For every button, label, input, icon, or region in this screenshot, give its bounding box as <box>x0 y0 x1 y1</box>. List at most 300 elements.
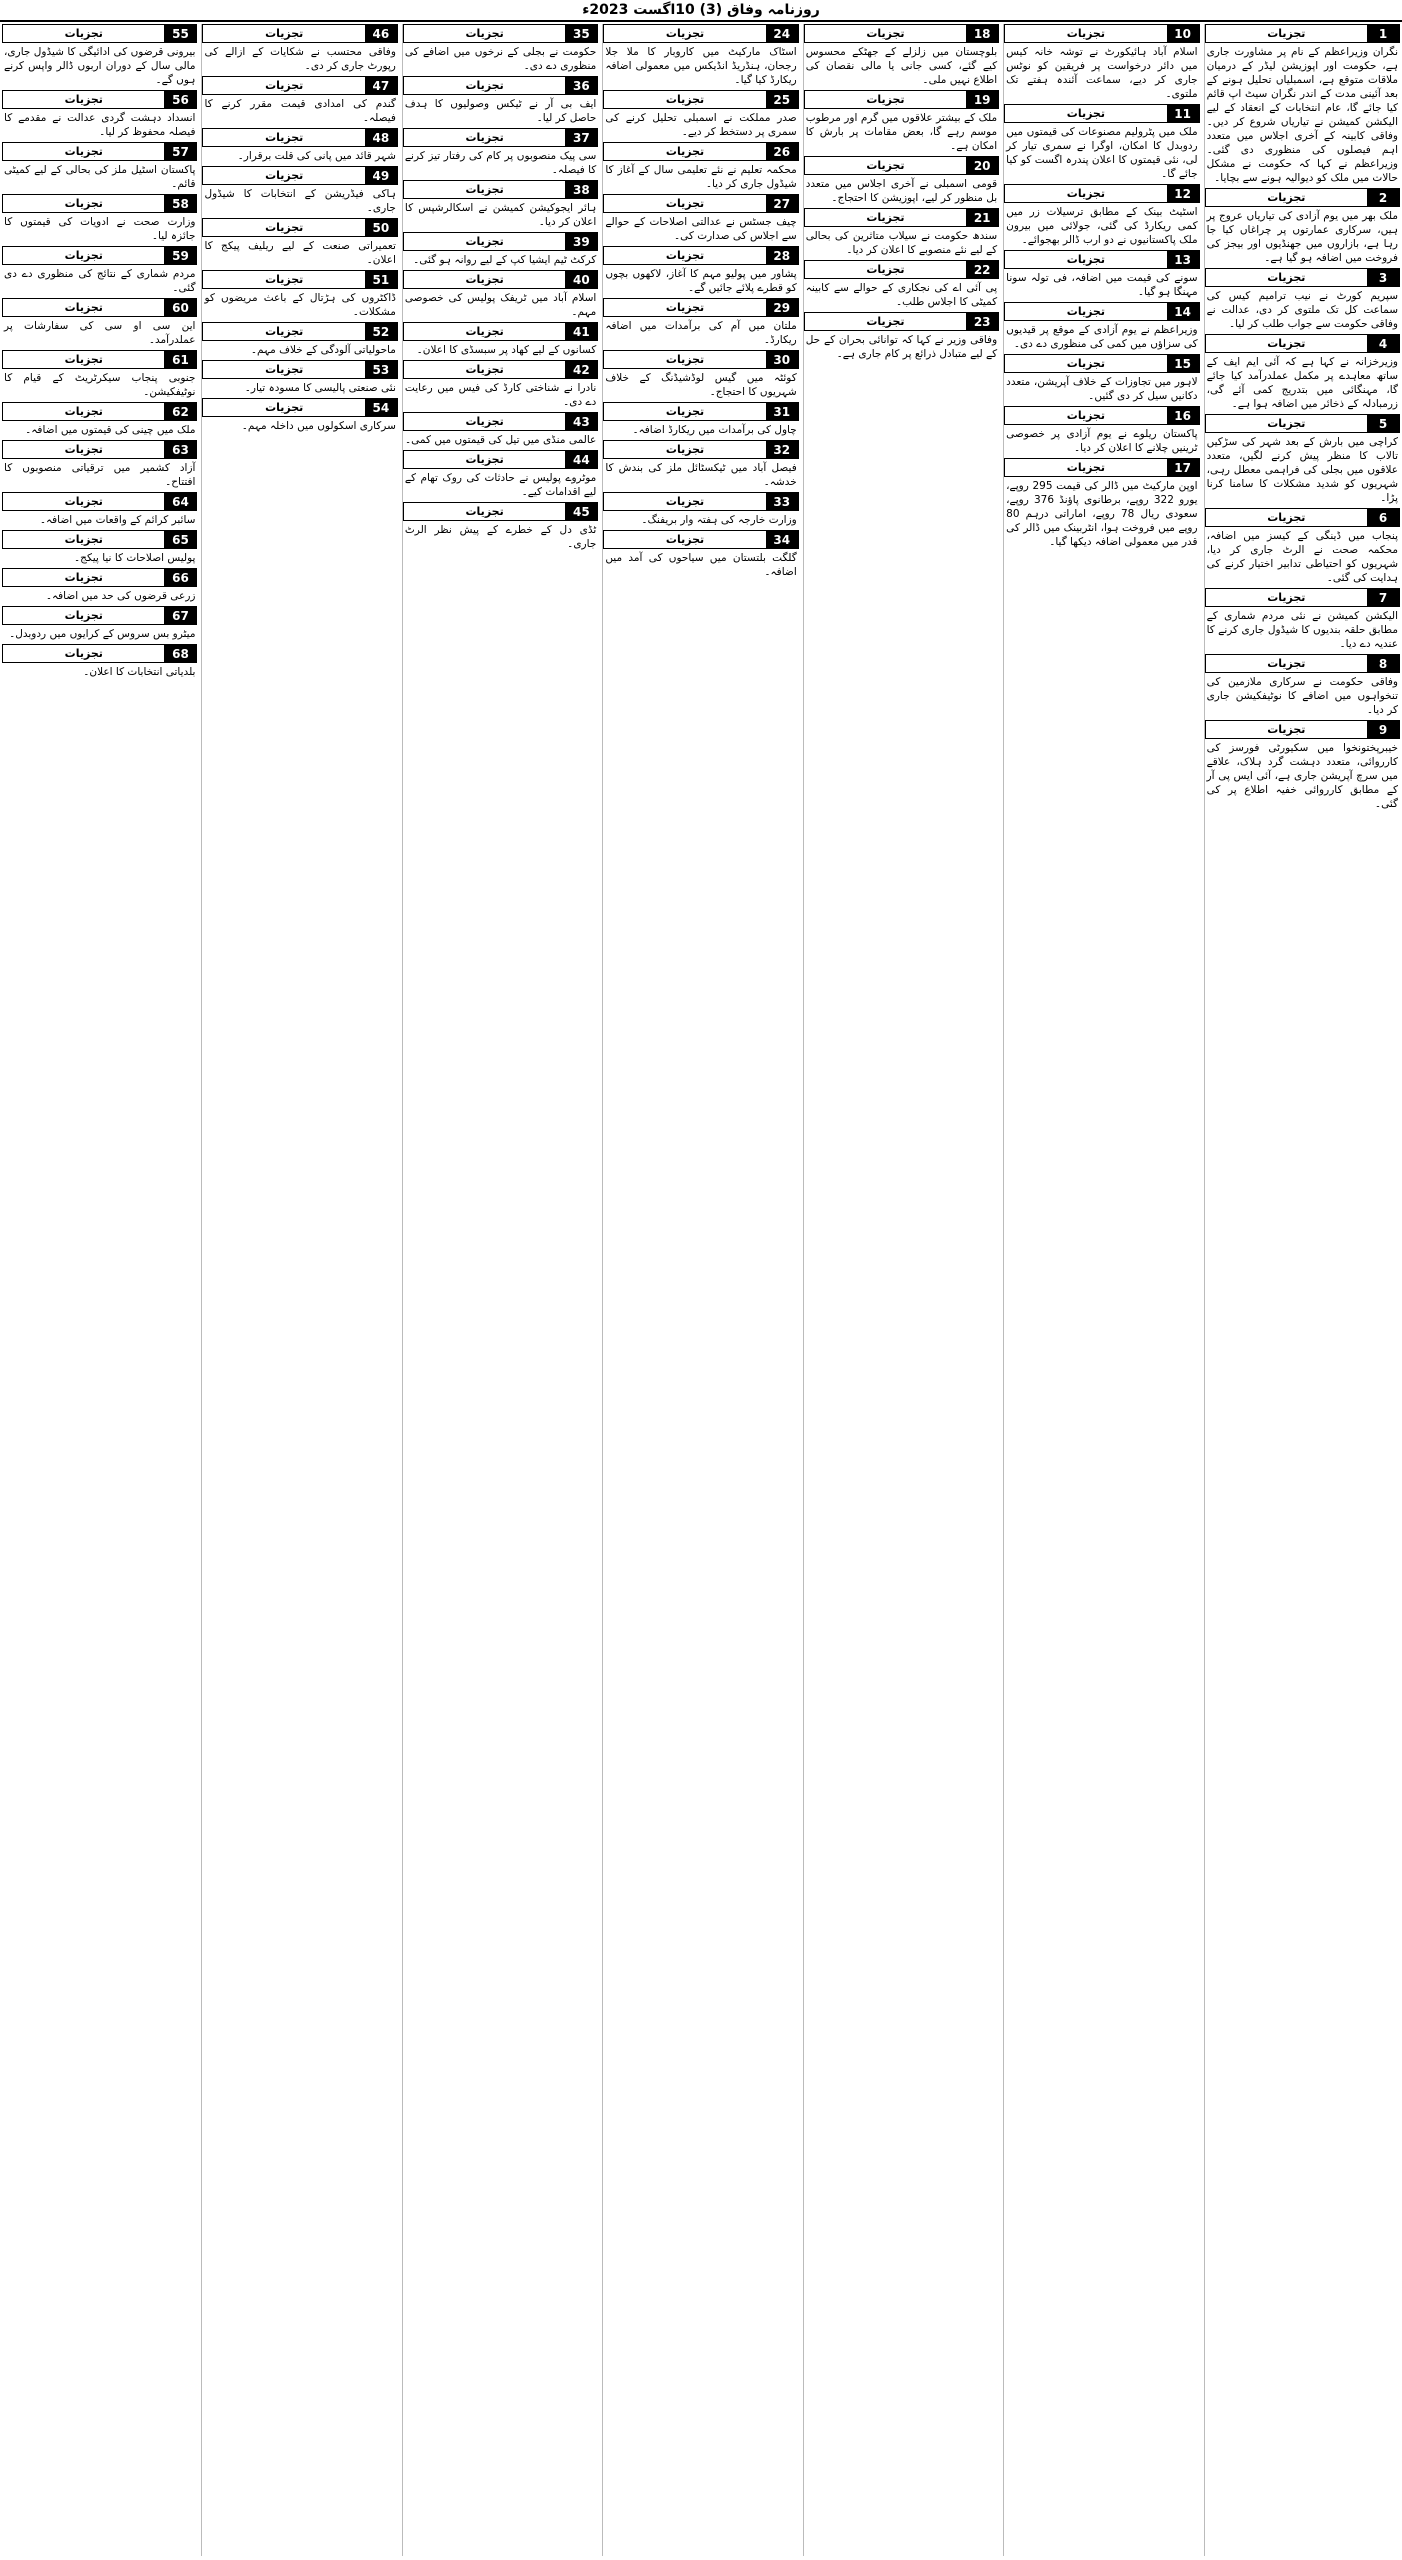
item-number: 50 <box>365 219 397 236</box>
news-item <box>603 24 798 87</box>
item-text: وزارت صحت نے ادویات کی قیمتوں کا جائزہ لیا۔ <box>4 216 196 242</box>
item-number: 16 <box>1167 407 1199 424</box>
news-item <box>804 260 999 309</box>
section-label: تجزیات <box>3 569 164 586</box>
item-header <box>2 298 197 317</box>
item-text: سی پیک منصوبوں پر کام کی رفتار تیز کرنے کا فیصلہ۔ <box>404 150 597 176</box>
item-text: آزاد کشمیر میں ترقیاتی منصوبوں کا افتتاح۔ <box>4 462 196 488</box>
section-label: تجزیات <box>203 271 364 288</box>
section-label: تجزیات <box>1206 509 1367 526</box>
news-column <box>2 24 197 2556</box>
item-header <box>2 194 197 213</box>
section-label: تجزیات <box>3 493 164 510</box>
news-item <box>1205 334 1400 411</box>
item-text: تعمیراتی صنعت کے لیے ریلیف پیکج کا اعلان۔ <box>204 240 396 266</box>
item-text: اسلام آباد ہائیکورٹ نے توشہ خانہ کیس میں دائر درخواست پر فریقین کو نوٹس جاری کر دیے، سماعت آئندہ ہفتے تک ملتوی۔ <box>1006 46 1198 100</box>
item-number: 63 <box>164 441 196 458</box>
item-text: فیصل آباد میں ٹیکسٹائل ملز کی بندش کا خدشہ۔ <box>605 462 797 488</box>
item-header <box>603 246 798 265</box>
section-label: تجزیات <box>3 531 164 548</box>
item-header <box>202 166 397 185</box>
item-number: 48 <box>365 129 397 146</box>
news-item <box>2 644 197 679</box>
section-label: تجزیات <box>805 157 966 174</box>
section-label: تجزیات <box>3 247 164 264</box>
item-header <box>2 402 197 421</box>
item-text: نادرا نے شناختی کارڈ کی فیس میں رعایت دے دی۔ <box>404 382 597 408</box>
item-number: 20 <box>966 157 998 174</box>
news-item <box>603 246 798 295</box>
news-item <box>2 606 197 641</box>
item-header <box>603 142 798 161</box>
item-text: اوپن مارکیٹ میں ڈالر کی قیمت 295 روپے، یورو 322 روپے، برطانوی پاؤنڈ 376 روپے، سعودی ریال 78 روپے، اماراتی درہم 80 روپے میں فروخت ہوا، انٹربینک میں ڈالر کی قدر میں معمولی اضافہ دیکھا گیا۔ <box>1006 480 1198 548</box>
news-item <box>603 530 798 579</box>
item-number: 33 <box>766 493 798 510</box>
news-item <box>1004 24 1199 101</box>
item-header <box>804 260 999 279</box>
item-text: کسانوں کے لیے کھاد پر سبسڈی کا اعلان۔ <box>416 344 597 356</box>
section-label: تجزیات <box>1206 25 1367 42</box>
item-text: ایف بی آر نے ٹیکس وصولیوں کا ہدف حاصل کر لیا۔ <box>404 98 597 124</box>
item-header <box>1205 414 1400 433</box>
item-header <box>1205 24 1400 43</box>
item-number: 21 <box>966 209 998 226</box>
item-header <box>403 76 598 95</box>
section-label: تجزیات <box>404 77 565 94</box>
masthead-title: روزنامہ وفاق (3) 10اگست 2023ء <box>582 2 820 18</box>
item-number: 52 <box>365 323 397 340</box>
item-number: 45 <box>565 503 597 520</box>
news-item <box>2 142 197 191</box>
section-label: تجزیات <box>3 351 164 368</box>
item-header <box>1205 720 1400 739</box>
news-item <box>1004 354 1199 403</box>
news-item <box>202 270 397 319</box>
news-item <box>403 360 598 409</box>
news-item <box>2 492 197 527</box>
item-number: 64 <box>164 493 196 510</box>
news-item <box>202 166 397 215</box>
news-item <box>603 298 798 347</box>
item-number: 60 <box>164 299 196 316</box>
item-number: 10 <box>1167 25 1199 42</box>
section-label: تجزیات <box>404 323 565 340</box>
item-number: 29 <box>766 299 798 316</box>
item-number: 17 <box>1167 459 1199 476</box>
item-number: 7 <box>1367 589 1399 606</box>
item-text: گلگت بلتستان میں سیاحوں کی آمد میں اضافہ۔ <box>605 552 797 578</box>
item-number: 61 <box>164 351 196 368</box>
section-label: تجزیات <box>3 195 164 212</box>
section-label: تجزیات <box>203 167 364 184</box>
item-number: 22 <box>966 261 998 278</box>
item-number: 53 <box>365 361 397 378</box>
item-header <box>1004 302 1199 321</box>
item-number: 1 <box>1367 25 1399 42</box>
item-number: 42 <box>565 361 597 378</box>
item-number: 51 <box>365 271 397 288</box>
news-item <box>403 128 598 177</box>
item-number: 4 <box>1367 335 1399 352</box>
item-text: این سی او سی کی سفارشات پر عملدرآمد۔ <box>4 320 196 346</box>
section-label: تجزیات <box>1005 105 1166 122</box>
item-text: مردم شماری کے نتائج کی منظوری دے دی گئی۔ <box>4 268 196 294</box>
section-label: تجزیات <box>604 25 765 42</box>
section-label: تجزیات <box>604 493 765 510</box>
news-item <box>403 232 598 267</box>
news-item <box>202 128 397 163</box>
section-label: تجزیات <box>203 361 364 378</box>
item-text: ملتان میں آم کی برآمدات میں اضافہ ریکارڈ۔ <box>605 320 797 346</box>
item-header <box>603 530 798 549</box>
item-text: لاہور میں تجاوزات کے خلاف آپریشن، متعدد دکانیں سیل کر دی گئیں۔ <box>1006 376 1198 402</box>
news-item <box>2 440 197 489</box>
item-header <box>603 90 798 109</box>
section-label: تجزیات <box>404 271 565 288</box>
section-label: تجزیات <box>1005 303 1166 320</box>
item-number: 38 <box>565 181 597 198</box>
item-header <box>202 322 397 341</box>
news-item <box>2 194 197 243</box>
item-header <box>2 606 197 625</box>
news-item <box>603 90 798 139</box>
masthead <box>0 0 1402 22</box>
item-text: سائبر کرائم کے واقعات میں اضافہ۔ <box>39 514 196 526</box>
item-text: اسلام آباد میں ٹریفک پولیس کی خصوصی مہم۔ <box>404 292 597 318</box>
item-text: ملک میں پٹرولیم مصنوعات کی قیمتوں میں ردوبدل کا امکان، اوگرا نے سمری تیار کر لی، نئی قیمتوں کا اعلان پندرہ اگست کو کیا جائے گا۔ <box>1006 126 1198 180</box>
item-text: صدر مملکت نے اسمبلی تحلیل کرنے کی سمری پر دستخط کر دیے۔ <box>605 112 797 138</box>
news-item <box>403 270 598 319</box>
item-text: عالمی منڈی میں تیل کی قیمتوں میں کمی۔ <box>405 434 597 446</box>
news-item <box>2 402 197 437</box>
news-item <box>2 90 197 139</box>
section-label: تجزیات <box>404 129 565 146</box>
item-header <box>403 180 598 199</box>
item-text: پاکستان اسٹیل ملز کی بحالی کے لیے کمیٹی قائم۔ <box>4 164 196 190</box>
item-header <box>2 492 197 511</box>
item-text: سرکاری اسکولوں میں داخلہ مہم۔ <box>241 420 396 432</box>
section-label: تجزیات <box>604 91 765 108</box>
item-number: 35 <box>565 25 597 42</box>
item-header <box>1004 184 1199 203</box>
section-label: تجزیات <box>404 25 565 42</box>
item-number: 62 <box>164 403 196 420</box>
section-label: تجزیات <box>805 91 966 108</box>
news-item <box>603 492 798 527</box>
item-number: 26 <box>766 143 798 160</box>
news-item <box>1004 302 1199 351</box>
item-header <box>1205 654 1400 673</box>
news-item <box>403 450 598 499</box>
news-item <box>2 246 197 295</box>
news-columns <box>2 24 1400 2556</box>
item-text: کوئٹہ میں گیس لوڈشیڈنگ کے خلاف شہریوں کا احتجاج۔ <box>605 372 797 398</box>
item-number: 12 <box>1167 185 1199 202</box>
section-label: تجزیات <box>3 403 164 420</box>
item-header <box>202 76 397 95</box>
section-label: تجزیات <box>1206 335 1367 352</box>
item-text: کرکٹ ٹیم ایشیا کپ کے لیے روانہ ہو گئی۔ <box>413 254 597 266</box>
news-item <box>2 24 197 87</box>
item-number: 57 <box>164 143 196 160</box>
item-header <box>2 440 197 459</box>
news-item <box>1004 458 1199 549</box>
item-number: 13 <box>1167 251 1199 268</box>
item-text: بیرونی قرضوں کی ادائیگی کا شیڈول جاری، مالی سال کے دوران اربوں ڈالر واپس کرنے ہوں گے۔ <box>4 46 196 86</box>
item-text: ملک کے بیشتر علاقوں میں گرم اور مرطوب موسم رہے گا، بعض مقامات پر بارش کا امکان ہے۔ <box>805 112 998 152</box>
item-text: نئی صنعتی پالیسی کا مسودہ تیار۔ <box>244 382 396 394</box>
section-label: تجزیات <box>1206 589 1367 606</box>
item-header <box>202 24 397 43</box>
section-label: تجزیات <box>404 233 565 250</box>
news-item <box>804 24 999 87</box>
section-label: تجزیات <box>604 195 765 212</box>
item-text: وفاقی وزیر نے کہا کہ توانائی بحران کے حل کے لیے متبادل ذرائع پر کام جاری ہے۔ <box>805 334 998 360</box>
item-number: 30 <box>766 351 798 368</box>
item-text: اسٹیٹ بینک کے مطابق ترسیلات زر میں کمی ریکارڈ کی گئی، جولائی میں بیرون ملک پاکستانیوں نے دو ارب ڈالر بھجوائے۔ <box>1006 206 1198 246</box>
item-header <box>403 270 598 289</box>
section-label: تجزیات <box>3 25 164 42</box>
news-item <box>603 194 798 243</box>
item-text: الیکشن کمیشن نے نئی مردم شماری کے مطابق حلقہ بندیوں کا شیڈول جاری کرنے کا عندیہ دے دیا۔ <box>1206 610 1398 650</box>
item-header <box>1004 406 1199 425</box>
section-label: تجزیات <box>404 451 565 468</box>
news-item <box>1205 720 1400 811</box>
section-label: تجزیات <box>203 219 364 236</box>
item-header <box>2 246 197 265</box>
section-label: تجزیات <box>203 25 364 42</box>
news-item <box>202 398 397 433</box>
section-label: تجزیات <box>1206 415 1367 432</box>
item-number: 49 <box>365 167 397 184</box>
section-label: تجزیات <box>404 503 565 520</box>
section-label: تجزیات <box>1005 459 1166 476</box>
news-column <box>402 24 598 2556</box>
item-header <box>1205 588 1400 607</box>
section-label: تجزیات <box>1206 655 1367 672</box>
item-header <box>603 350 798 369</box>
item-number: 40 <box>565 271 597 288</box>
item-header <box>202 270 397 289</box>
item-text: پی آئی اے کی نجکاری کے حوالے سے کابینہ کمیٹی کا اجلاس طلب۔ <box>805 282 998 308</box>
item-number: 58 <box>164 195 196 212</box>
news-item <box>202 218 397 267</box>
news-item <box>403 322 598 357</box>
news-item <box>2 568 197 603</box>
item-header <box>202 398 397 417</box>
item-number: 47 <box>365 77 397 94</box>
item-text: محکمہ تعلیم نے نئے تعلیمی سال کے آغاز کا شیڈول جاری کر دیا۔ <box>605 164 797 190</box>
item-number: 5 <box>1367 415 1399 432</box>
item-header <box>2 90 197 109</box>
item-header <box>603 492 798 511</box>
item-text: موٹروے پولیس نے حادثات کی روک تھام کے لیے اقدامات کیے۔ <box>404 472 597 498</box>
news-column <box>803 24 999 2556</box>
item-number: 66 <box>164 569 196 586</box>
item-text: وزیرخزانہ نے کہا ہے کہ آئی ایم ایف کے ساتھ معاہدے پر مکمل عملدرآمد کیا جائے گا، مہنگائی میں بتدریج کمی آئے گی، زرمبادلہ کے ذخائر میں اضافہ ہوا ہے۔ <box>1206 356 1398 410</box>
section-label: تجزیات <box>604 531 765 548</box>
item-text: وفاقی حکومت نے سرکاری ملازمین کی تنخواہوں میں اضافے کا نوٹیفکیشن جاری کر دیا۔ <box>1206 676 1398 716</box>
item-header <box>804 24 999 43</box>
item-number: 34 <box>766 531 798 548</box>
item-text: ماحولیاتی آلودگی کے خلاف مہم۔ <box>250 344 396 356</box>
item-text: بلوچستان میں زلزلے کے جھٹکے محسوس کیے گئے، کسی جانی یا مالی نقصان کی اطلاع نہیں ملی۔ <box>805 46 998 86</box>
item-number: 24 <box>766 25 798 42</box>
item-header <box>804 312 999 331</box>
item-text: کراچی میں بارش کے بعد شہر کی سڑکیں تالاب کا منظر پیش کرنے لگیں، متعدد علاقوں میں بجلی کی فراہمی معطل رہی، شہریوں کو شدید مشکلات کا سامنا کرنا پڑا۔ <box>1206 436 1398 504</box>
section-label: تجزیات <box>805 209 966 226</box>
news-item <box>603 142 798 191</box>
section-label: تجزیات <box>203 77 364 94</box>
item-header <box>1004 250 1199 269</box>
item-number: 65 <box>164 531 196 548</box>
item-header <box>2 142 197 161</box>
item-number: 68 <box>164 645 196 662</box>
item-header <box>403 24 598 43</box>
item-header <box>603 298 798 317</box>
item-text: سندھ حکومت نے سیلاب متاثرین کی بحالی کے لیے نئے منصوبے کا اعلان کر دیا۔ <box>805 230 998 256</box>
news-item <box>603 440 798 489</box>
item-number: 2 <box>1367 189 1399 206</box>
news-item <box>403 76 598 125</box>
news-item <box>1004 104 1199 181</box>
section-label: تجزیات <box>203 323 364 340</box>
news-item <box>2 530 197 565</box>
item-number: 39 <box>565 233 597 250</box>
item-text: پولیس اصلاحات کا نیا پیکج۔ <box>74 552 196 564</box>
item-number: 8 <box>1367 655 1399 672</box>
item-text: پنجاب میں ڈینگی کے کیسز میں اضافہ، محکمہ صحت نے الرٹ جاری کر دیا، شہریوں کو احتیاطی تدابیر اختیار کرنے کی ہدایت کی گئی۔ <box>1206 530 1398 584</box>
item-number: 23 <box>966 313 998 330</box>
item-header <box>403 322 598 341</box>
item-header <box>1004 354 1199 373</box>
item-text: پشاور میں پولیو مہم کا آغاز، لاکھوں بچوں کو قطرے پلائے جائیں گے۔ <box>605 268 797 294</box>
section-label: تجزیات <box>3 299 164 316</box>
item-number: 56 <box>164 91 196 108</box>
item-header <box>603 24 798 43</box>
section-label: تجزیات <box>604 403 765 420</box>
item-text: ہاکی فیڈریشن کے انتخابات کا شیڈول جاری۔ <box>204 188 396 214</box>
item-text: ملک میں چینی کی قیمتوں میں اضافہ۔ <box>25 424 196 436</box>
item-number: 6 <box>1367 509 1399 526</box>
item-number: 9 <box>1367 721 1399 738</box>
item-header <box>1004 104 1199 123</box>
item-text: وزیراعظم نے یوم آزادی کے موقع پر قیدیوں کی سزاؤں میں کمی کی منظوری دے دی۔ <box>1006 324 1198 350</box>
item-number: 14 <box>1167 303 1199 320</box>
item-header <box>2 530 197 549</box>
item-number: 41 <box>565 323 597 340</box>
item-header <box>1205 268 1400 287</box>
section-label: تجزیات <box>1005 25 1166 42</box>
section-label: تجزیات <box>1005 407 1166 424</box>
news-item <box>403 180 598 229</box>
section-label: تجزیات <box>3 143 164 160</box>
section-label: تجزیات <box>805 25 966 42</box>
news-item <box>403 24 598 73</box>
item-text: ملک بھر میں یوم آزادی کی تیاریاں عروج پر ہیں، سرکاری عمارتوں پر چراغاں کیا جا رہا ہے، بازاروں میں جھنڈیوں اور بیجز کی فروخت میں اضافہ ہو گیا ہے۔ <box>1206 210 1398 264</box>
item-header <box>1205 334 1400 353</box>
item-text: سونے کی قیمت میں اضافہ، فی تولہ سونا مہنگا ہو گیا۔ <box>1006 272 1198 298</box>
item-number: 18 <box>966 25 998 42</box>
item-number: 3 <box>1367 269 1399 286</box>
news-item <box>1004 406 1199 455</box>
section-label: تجزیات <box>3 607 164 624</box>
item-text: شہر قائد میں پانی کی قلت برقرار۔ <box>237 150 396 162</box>
section-label: تجزیات <box>805 261 966 278</box>
section-label: تجزیات <box>604 143 765 160</box>
item-text: انسداد دہشت گردی عدالت نے مقدمے کا فیصلہ محفوظ کر لیا۔ <box>4 112 196 138</box>
item-text: پاکستان ریلوے نے یوم آزادی پر خصوصی ٹرینیں چلانے کا اعلان کر دیا۔ <box>1006 428 1198 454</box>
news-item <box>1205 414 1400 505</box>
item-header <box>403 360 598 379</box>
news-column <box>1003 24 1199 2556</box>
item-header <box>202 128 397 147</box>
item-header <box>2 568 197 587</box>
item-header <box>804 208 999 227</box>
section-label: تجزیات <box>404 361 565 378</box>
news-item <box>804 208 999 257</box>
item-text: وفاقی محتسب نے شکایات کے ازالے کی رپورٹ جاری کر دی۔ <box>204 46 396 72</box>
item-number: 55 <box>164 25 196 42</box>
item-text: چیف جسٹس نے عدالتی اصلاحات کے حوالے سے اجلاس کی صدارت کی۔ <box>605 216 797 242</box>
item-text: ہائر ایجوکیشن کمیشن نے اسکالرشپس کا اعلان کر دیا۔ <box>404 202 597 228</box>
item-number: 15 <box>1167 355 1199 372</box>
item-header <box>603 402 798 421</box>
news-column <box>602 24 798 2556</box>
section-label: تجزیات <box>1206 269 1367 286</box>
item-text: سپریم کورٹ نے نیب ترامیم کیس کی سماعت کل تک ملتوی کر دی، عدالت نے وفاقی حکومت سے جواب طلب کر لیا۔ <box>1206 290 1398 330</box>
item-text: ٹڈی دل کے خطرے کے پیش نظر الرٹ جاری۔ <box>404 524 597 550</box>
news-item <box>2 298 197 347</box>
section-label: تجزیات <box>3 91 164 108</box>
item-number: 46 <box>365 25 397 42</box>
item-header <box>403 128 598 147</box>
item-text: وزارت خارجہ کی ہفتہ وار بریفنگ۔ <box>641 514 797 526</box>
news-item <box>603 402 798 437</box>
news-item <box>1205 268 1400 331</box>
news-item <box>202 76 397 125</box>
news-item <box>2 350 197 399</box>
item-header <box>1004 24 1199 43</box>
item-number: 31 <box>766 403 798 420</box>
item-text: زرعی قرضوں کی حد میں اضافہ۔ <box>45 590 196 602</box>
news-item <box>804 156 999 205</box>
news-item <box>804 90 999 153</box>
item-header <box>804 156 999 175</box>
item-text: حکومت نے بجلی کے نرخوں میں اضافے کی منظوری دے دی۔ <box>404 46 597 72</box>
item-header <box>1004 458 1199 477</box>
news-item <box>403 502 598 551</box>
item-text: خیبرپختونخوا میں سکیورٹی فورسز کی کارروائی، متعدد دہشت گرد ہلاک، علاقے میں سرچ آپریشن جاری ہے، آئی ایس پی آر کے مطابق کارروائی خفیہ اطلاع پر کی گئی۔ <box>1206 742 1398 810</box>
item-header <box>403 450 598 469</box>
item-text: جنوبی پنجاب سیکرٹریٹ کے قیام کا نوٹیفکیشن۔ <box>4 372 196 398</box>
item-text: بلدیاتی انتخابات کا اعلان۔ <box>83 666 196 678</box>
news-column <box>1204 24 1400 2556</box>
section-label: تجزیات <box>1206 189 1367 206</box>
item-text: نگران وزیراعظم کے نام پر مشاورت جاری ہے، حکومت اور اپوزیشن لیڈر کے درمیان ملاقات متوقع ہے، اسمبلیاں تحلیل ہونے کے بعد آئینی مدت کے اندر نگران سیٹ اپ قائم کیا جائے گا، عام انتخابات کے انعقاد کے لیے الیکشن کمیشن نے تیاریاں شروع کر دیں۔ وفاقی کابینہ کے آخری اجلاس میں متعدد اہم فیصلوں کی منظوری دی گئی۔ وزیراعظم نے کہا کہ حکومت نے مشکل حالات میں ملک کو دیوالیہ ہونے سے بچایا۔ <box>1206 46 1398 184</box>
item-number: 37 <box>565 129 597 146</box>
item-header <box>2 350 197 369</box>
item-text: چاول کی برآمدات میں ریکارڈ اضافہ۔ <box>632 424 797 436</box>
item-header <box>202 218 397 237</box>
item-number: 59 <box>164 247 196 264</box>
item-text: گندم کی امدادی قیمت مقرر کرنے کا فیصلہ۔ <box>204 98 396 124</box>
item-header <box>603 194 798 213</box>
item-number: 54 <box>365 399 397 416</box>
news-item <box>202 322 397 357</box>
item-header <box>1205 188 1400 207</box>
item-header <box>202 360 397 379</box>
